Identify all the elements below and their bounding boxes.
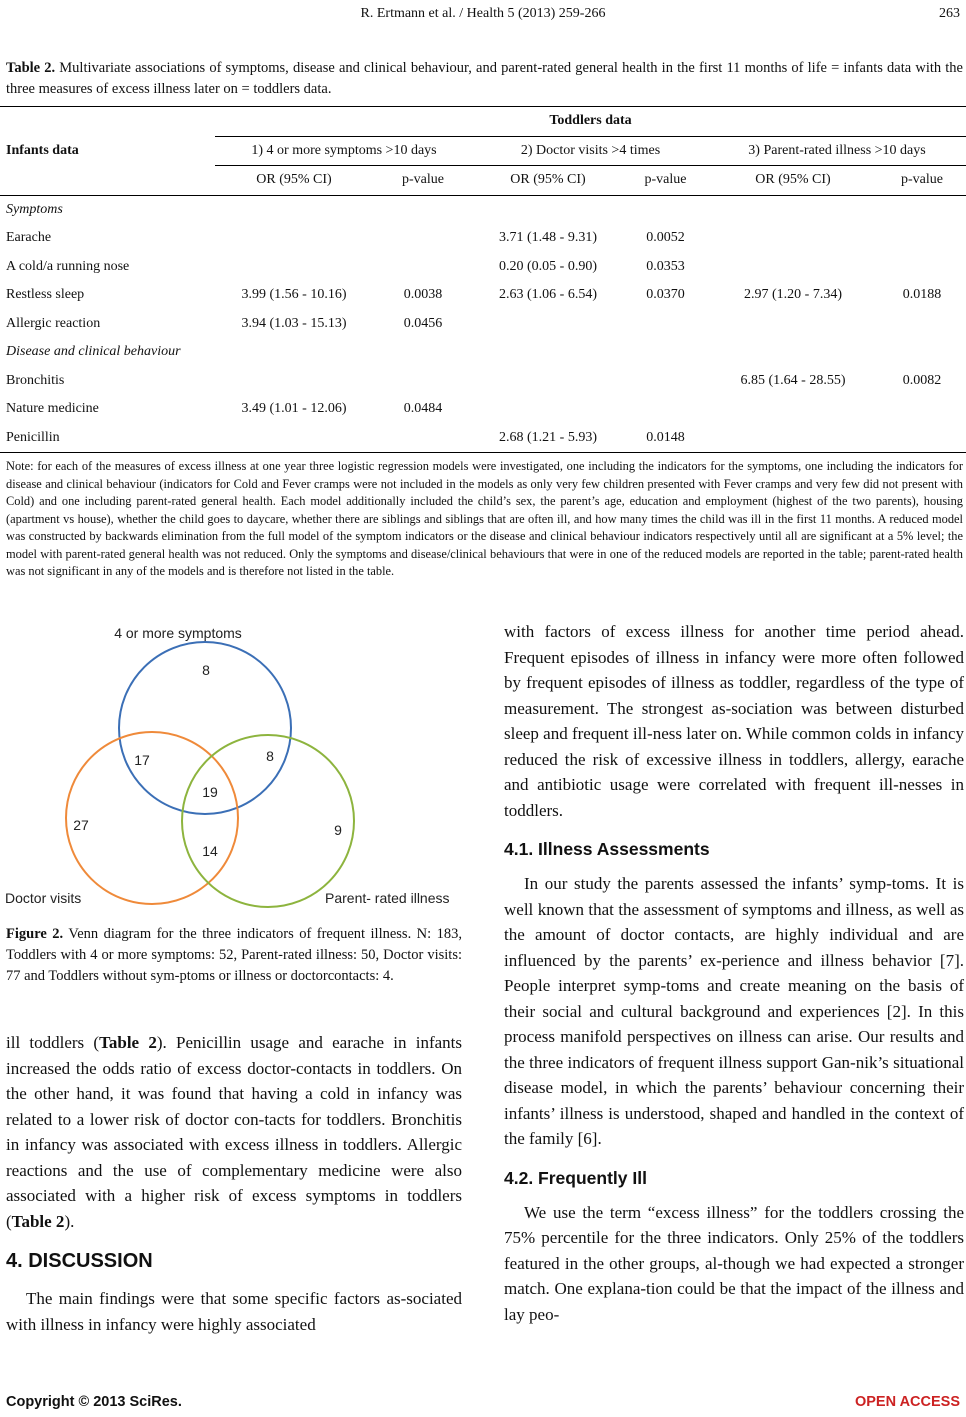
text-run: ill toddlers (	[6, 1033, 100, 1052]
table-row	[0, 367, 966, 396]
table-cell: 0.0038	[403, 287, 443, 303]
table-note: Note: for each of the measures of excess illness at one year three logistic regression models were investigated, one including the indicators for the symptoms, one including the indicators for disease and clinical behaviour (indicators for Cold and Fever cramps were not included in the models as only very few children presented with Fever cramps and very few did not present with Cold) and one including parent-rated general health. Each model additionally included the child’s sex, the parent’s age, education and employment (highest of the two parents), housing (apartment vs house), whether the child goes to daycare, whether there are siblings and siblings that are often ill, and how many times the child was ill in the first 11 months. A reduced model was constructed by backwards elimination from the full model of the symptom indicators or the disease and clinical behaviour indicators respectively until all are significant at a 5% level; the model with parent-rated general health was not reduced. Only the symptoms and disease/clinical behaviours that were in one of the reduced models are reported in the table; parent-rated health was not significant in any of the models and is therefore not listed in the table.	[6, 459, 963, 578]
body-paragraph	[6, 1030, 462, 1234]
table-cell	[878, 310, 966, 339]
text-run: ).	[64, 1211, 75, 1231]
discussion-heading: 4. DISCUSSION	[6, 1250, 153, 1272]
table-cell: 0.0148	[623, 424, 708, 453]
table-cell: 3.49 (1.01 - 12.06)	[241, 401, 347, 417]
table-cell: 2.68 (1.21 - 5.93)	[473, 424, 623, 453]
table-cell	[373, 367, 473, 396]
table-cell: 3.99 (1.56 - 10.16)	[241, 287, 347, 303]
table-cell	[708, 338, 878, 367]
table-cell	[878, 424, 966, 453]
table-header-row-1	[0, 107, 966, 137]
text-run: ). Penicillin usage and earache in infants increased the odds ratio of excess doctor-contacts in toddlers. On the other hand, it was found that having a cold in infancy was related to a lower risk of doctor con-tacts for toddlers. Bronchitis in infancy was associated with excess illness in toddlers. Allergic reactions and the use of complementary medicine were also associated with a higher risk of excess symptoms in toddlers (	[6, 1033, 462, 1231]
infants-data-header: Infants data	[0, 107, 215, 196]
table-cell	[623, 338, 708, 367]
column-header: OR (95% CI)	[473, 166, 623, 196]
table-cell: 0.20 (0.05 - 0.90)	[499, 258, 597, 274]
table-section-row	[0, 338, 966, 367]
symptoms-parent-count: 8	[266, 748, 274, 764]
figure-caption-label: Figure 2.	[6, 926, 64, 942]
row-label: Symptoms	[6, 201, 63, 217]
right-column	[504, 619, 964, 1327]
row-label: Allergic reaction	[6, 315, 101, 331]
table-cell	[708, 224, 878, 253]
parent-only-count: 9	[334, 822, 342, 838]
table-cell	[215, 338, 373, 367]
table-cell	[473, 367, 623, 396]
row-label: Earache	[6, 230, 52, 246]
table-cell: 0.0052	[646, 230, 685, 246]
table-cell: 0.0082	[902, 372, 942, 388]
table-row	[0, 224, 966, 253]
table-body	[0, 195, 966, 453]
symptoms-label: 4 or more symptoms	[114, 625, 242, 641]
table-row	[0, 253, 966, 282]
doctor-parent-count: 14	[202, 843, 218, 859]
table-cell	[878, 224, 966, 253]
table-cell: 0.0370	[646, 287, 685, 303]
table-cell	[373, 253, 473, 282]
column-header: OR (95% CI)	[215, 166, 373, 196]
table-cell	[623, 195, 708, 224]
row-label: Penicillin	[0, 424, 215, 453]
figure-caption-text: Venn diagram for the three indicators of frequent illness. N: 183, Toddlers with 4 or more symptoms: 52, Parent-rated illness: 50, Doctor visits: 77 and Toddlers without sym-ptoms or illness or doctorcontacts: 4.	[6, 926, 462, 984]
table-cell	[373, 195, 473, 224]
table-cell	[215, 195, 373, 224]
table-cell	[373, 338, 473, 367]
symptoms-only-count: 8	[202, 662, 210, 678]
row-label: Disease and clinical behaviour	[6, 344, 181, 360]
table-section-row	[0, 195, 966, 224]
table-cell	[473, 195, 623, 224]
copyright-text: Copyright © 2013 SciRes.	[6, 1394, 182, 1410]
table-cell: 0.0188	[902, 287, 942, 303]
table-reference-link[interactable]: Table 2	[11, 1211, 65, 1231]
table-cell	[878, 395, 966, 424]
table-cell	[373, 224, 473, 253]
table-cell	[623, 395, 708, 424]
row-label: Nature medicine	[6, 401, 99, 417]
table-cell	[623, 367, 708, 396]
table-cell	[878, 253, 966, 282]
table-cell	[708, 395, 878, 424]
section-4-2-heading: 4.2. Frequently Ill	[504, 1167, 647, 1188]
table-cell: 6.85 (1.64 - 28.55)	[740, 372, 846, 388]
column-header: p-value	[373, 166, 473, 196]
table-cell: 2.97 (1.20 - 7.34)	[744, 287, 842, 303]
table-cell	[708, 195, 878, 224]
table-reference-link[interactable]: Table 2	[99, 1033, 157, 1052]
table-cell	[215, 424, 373, 453]
doctor-visits-circle	[66, 732, 238, 904]
doctor-visits-label: Doctor visits	[5, 890, 82, 906]
body-paragraph: with factors of excess illness for another time period ahead. Frequent episodes of illness in infancy were more often followed by frequent episodes of illness as toddler, regardless of the type of measurement. The strongest as-sociation was between disturbed sleep and frequent ill-ness later on. While common colds in infancy reduced the risk of excessive illness in toddlers, allergy, earache and antibiotic usage were correlated with frequent ill-nesses in toddlers.	[504, 622, 964, 820]
table-cell	[473, 395, 623, 424]
table-caption-text: Multivariate associations of symptoms, disease and clinical behaviour, and parent-rated general health in the first 11 months of life = infants data with the three measures of excess illness later on = toddlers data.	[6, 60, 963, 97]
section-4-1-heading: 4.1. Illness Assessments	[504, 839, 710, 859]
row-label: Restless sleep	[6, 287, 85, 303]
doctor-only-count: 27	[73, 817, 89, 833]
table-cell	[373, 424, 473, 453]
table-cell: 0.0456	[403, 315, 443, 331]
table-cell	[708, 310, 878, 339]
column-header: p-value	[878, 166, 966, 196]
table-row	[0, 424, 966, 453]
left-column	[6, 1030, 462, 1337]
table-row	[0, 281, 966, 310]
parent-illness-label: Parent- rated illness	[325, 890, 450, 906]
table-cell	[878, 338, 966, 367]
table-caption-label: Table 2.	[6, 60, 56, 76]
body-paragraph: In our study the parents assessed the infants’ symp-toms. It is well known that the assessment of symptoms and illness, as well as the amount of doctor contacts, are highly individual and are influenced by the parents’ ex-perience and illness behavior [7]. People interpret symp-toms and create meaning on the basis of their social and cultural background and experiences [2]. In this process manifold perspectives on illness can arise. Our results and the three indicators of frequent illness support Gan-nik’s situational disease model, in which the parents’ behaviour concerning their infants’ illness is understood, shaped and handled in the context of the family [6].	[504, 874, 964, 1148]
table-cell: 3.94 (1.03 - 15.13)	[241, 315, 347, 331]
table-row	[0, 310, 966, 339]
table-cell	[878, 195, 966, 224]
results-table	[0, 106, 966, 453]
running-title: R. Ertmann et al. / Health 5 (2013) 259-266	[360, 6, 606, 21]
venn-diagram	[0, 618, 480, 918]
table-cell	[708, 253, 878, 282]
table-cell	[215, 367, 373, 396]
table-cell: 0.0484	[403, 401, 443, 417]
open-access-label: OPEN ACCESS	[854, 1394, 960, 1410]
table-cell	[215, 253, 373, 282]
figure-caption	[6, 924, 462, 987]
row-label: Bronchitis	[6, 372, 65, 388]
body-paragraph: We use the term “excess illness” for the toddlers crossing the 75% percentile for the three indicators. Only 25% of the toddlers featured in the other groups, al-though we had expected a stronger match. One explana-tion could be that the impact of the illness and lay peo-	[504, 1202, 964, 1324]
table-cell	[623, 310, 708, 339]
table-cell: 0.0353	[646, 258, 685, 274]
toddlers-data-header: Toddlers data	[215, 107, 966, 137]
column-header: OR (95% CI)	[708, 166, 878, 196]
group-header: 1) 4 or more symptoms >10 days	[215, 136, 473, 166]
page-number: 263	[939, 6, 960, 21]
row-label: A cold/a running nose	[6, 258, 130, 274]
group-header: 2) Doctor visits >4 times	[473, 136, 708, 166]
table-cell	[473, 310, 623, 339]
table-caption	[6, 58, 963, 100]
all-three-count: 19	[202, 784, 218, 800]
table-cell	[215, 224, 373, 253]
table-row	[0, 395, 966, 424]
table-cell: 3.71 (1.48 - 9.31)	[499, 230, 597, 246]
body-paragraph: The main findings were that some specific factors as-sociated with illness in infancy were highly associated	[6, 1289, 462, 1334]
table-cell	[708, 424, 878, 453]
table-cell: 2.63 (1.06 - 6.54)	[499, 287, 597, 303]
column-header: p-value	[623, 166, 708, 196]
table-cell	[473, 338, 623, 367]
group-header: 3) Parent-rated illness >10 days	[708, 136, 966, 166]
symptoms-doctor-count: 17	[134, 752, 150, 768]
